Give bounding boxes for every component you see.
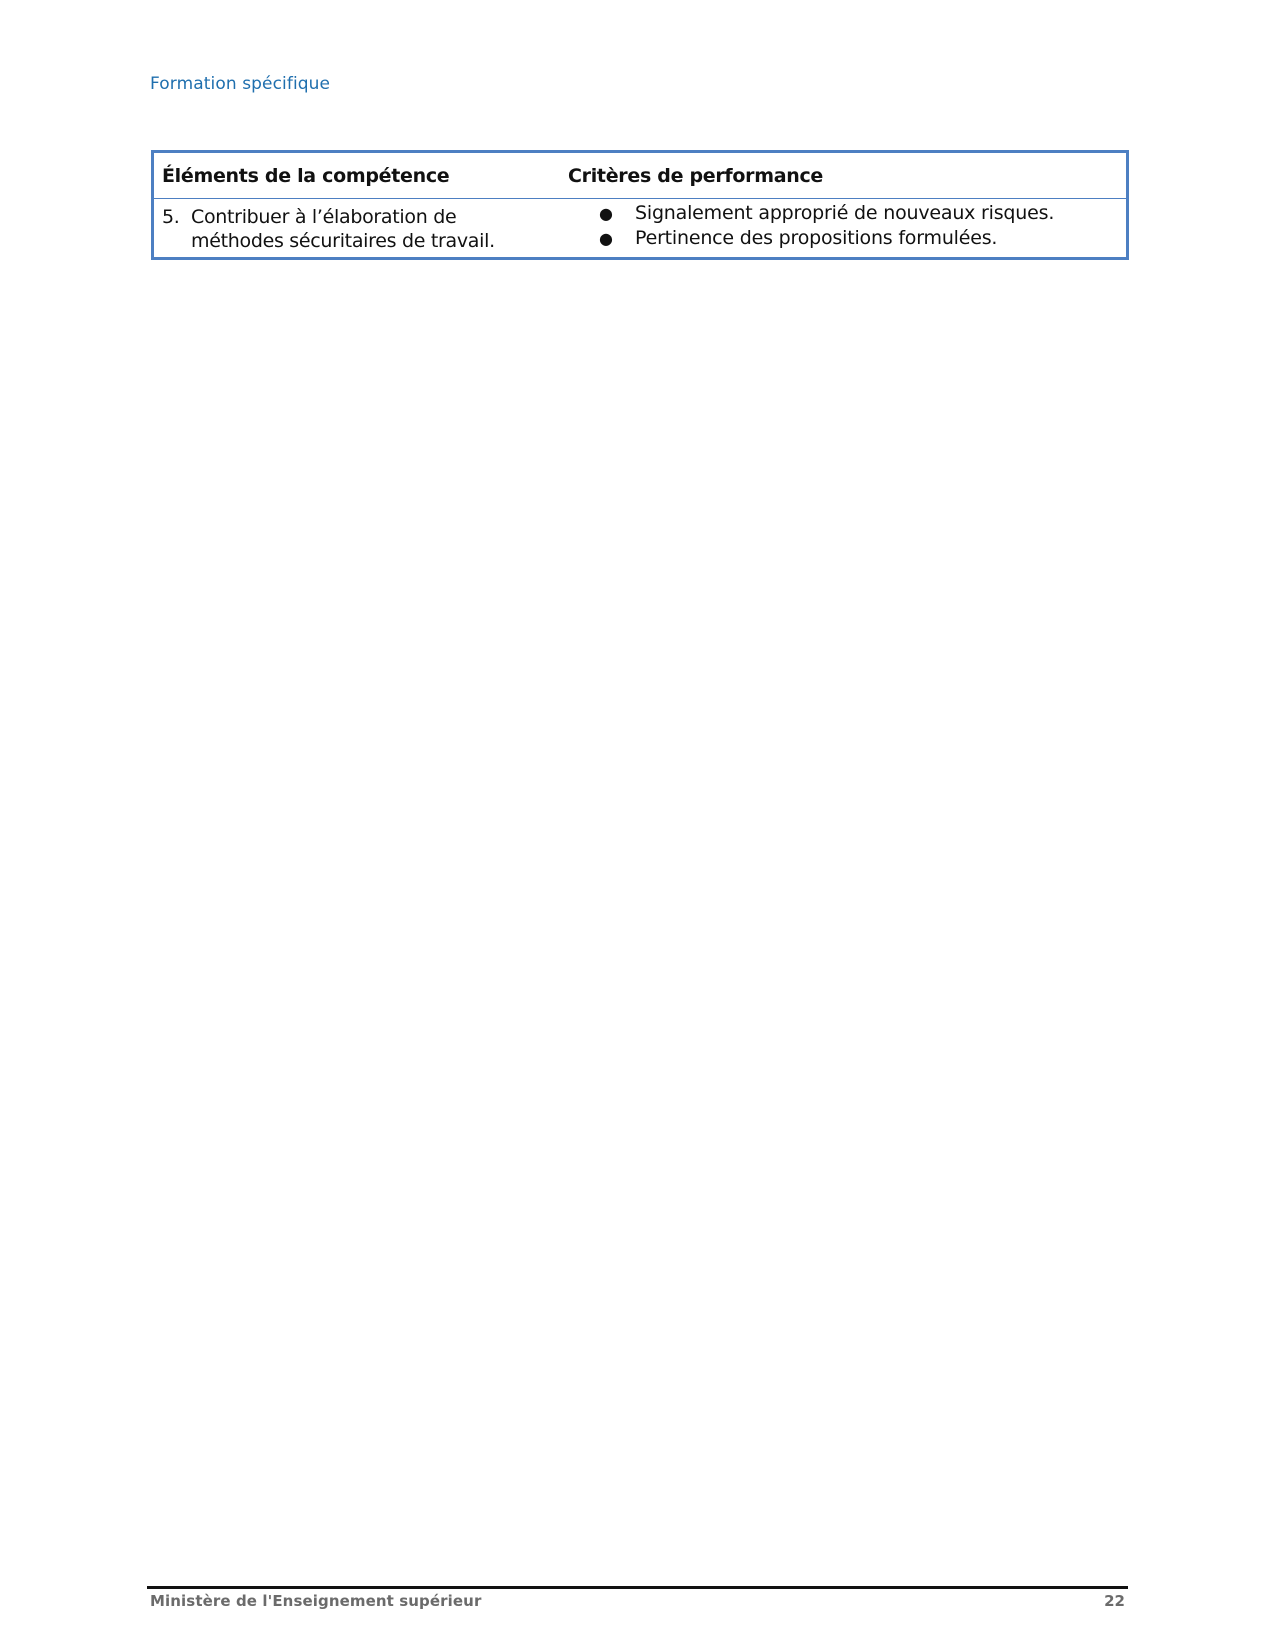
criteria-item: [568, 226, 1126, 251]
element-text: [191, 205, 568, 253]
criteria-cell: [568, 201, 1126, 253]
table-row: [154, 199, 1126, 257]
criteria-text: Signalement approprié de nouveaux risques.: [635, 202, 1055, 224]
page-number: 22: [1104, 1592, 1125, 1610]
table-header-row: [154, 153, 1126, 199]
bullet-icon: ●: [599, 204, 613, 223]
element-text-line: Contribuer à l’élaboration de: [191, 206, 457, 228]
column-header-criteria: Critères de performance: [568, 164, 824, 187]
criteria-item: [568, 201, 1126, 226]
competence-table: [151, 150, 1129, 260]
element-cell: [154, 205, 568, 253]
footer-divider: [147, 1586, 1128, 1589]
element-number: 5.: [162, 206, 180, 228]
bullet-icon: ●: [599, 229, 613, 248]
footer-organization: Ministère de l'Enseignement supérieur: [150, 1592, 482, 1610]
criteria-text: Pertinence des propositions formulées.: [635, 227, 998, 249]
column-header-elements: Éléments de la compétence: [162, 164, 450, 187]
running-header: Formation spécifique: [150, 74, 331, 94]
criteria-list: [568, 201, 1126, 251]
element-text-line: méthodes sécuritaires de travail.: [191, 230, 495, 252]
